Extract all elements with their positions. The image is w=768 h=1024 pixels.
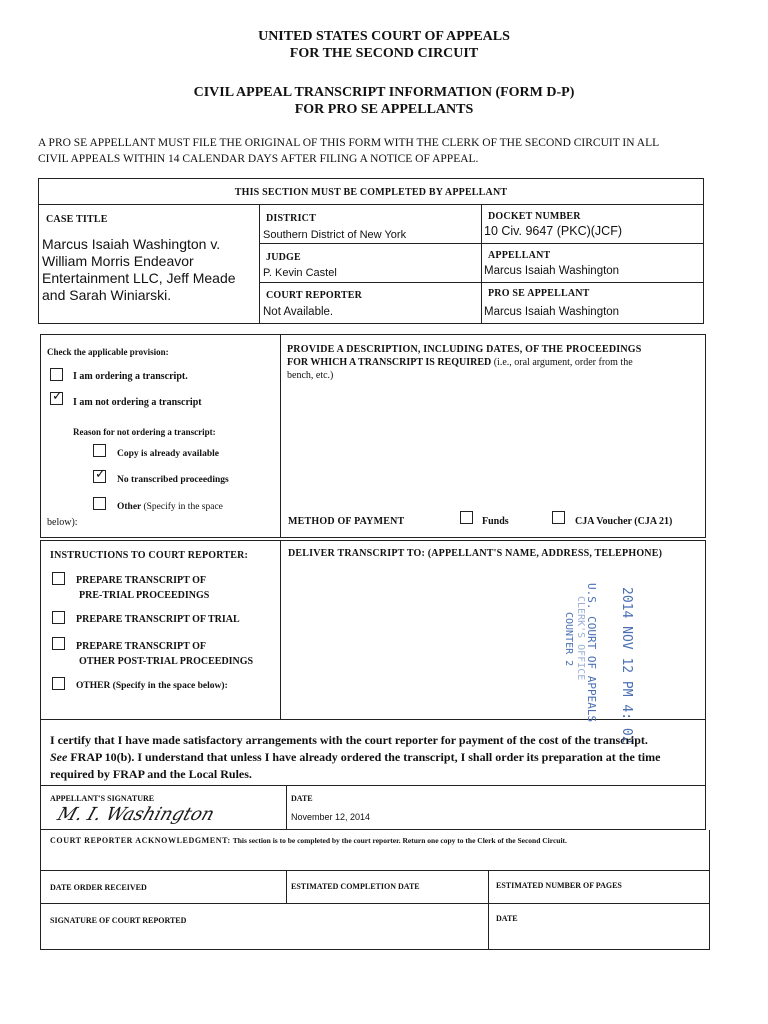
ack-label: COURT REPORTER ACKNOWLEDGMENT: (50, 836, 231, 845)
form-title: CIVIL APPEAL TRANSCRIPT INFORMATION (FORM D-P) (193, 85, 575, 100)
signature-scrawl[interactable]: M. I. Washington (54, 804, 218, 825)
instructions-label: INSTRUCTIONS TO COURT REPORTER: (50, 550, 249, 561)
intro-line-2: CIVIL APPEALS WITHIN 14 CALENDAR DAYS AFTER FILING A NOTICE OF APPEAL. (38, 153, 479, 165)
docket-label: DOCKET NUMBER (488, 211, 581, 222)
received-stamp-court: U.S. COURT OF APPEALS (585, 583, 598, 723)
description-label-2: FOR WHICH A TRANSCRIPT IS REQUIRED (287, 357, 492, 368)
ack-note: This section is to be completed by the court reporter. Return one copy to the Clerk of the Second Circuit. (232, 836, 567, 845)
funds-label: Funds (482, 516, 509, 527)
ack-date-label: DATE (496, 914, 518, 923)
deliver-label: DELIVER TRANSCRIPT TO: (APPELLANT'S NAME, ADDRESS, TELEPHONE) (288, 548, 663, 559)
cja-label: CJA Voucher (CJA 21) (575, 516, 673, 527)
below-text: below): (47, 517, 78, 528)
case-title-label: CASE TITLE (46, 214, 108, 225)
payment-label: METHOD OF PAYMENT (288, 516, 405, 527)
district-label: DISTRICT (266, 213, 316, 224)
section-title: THIS SECTION MUST BE COMPLETED BY APPELLANT (234, 187, 508, 198)
copy-available-checkbox[interactable] (93, 444, 106, 457)
description-note-2: bench, etc.) (287, 370, 334, 381)
intro-line-1: A PRO SE APPELLANT MUST FILE THE ORIGINAL OF THIS FORM WITH THE CLERK OF THE SECOND CIRCUIT IN ALL (38, 137, 660, 149)
other-instructions-label: OTHER (Specify in the space below): (76, 681, 228, 691)
ordering-checkbox[interactable] (50, 368, 63, 381)
est-pages-label: ESTIMATED NUMBER OF PAGES (496, 881, 622, 890)
other-reason-checkbox[interactable] (93, 497, 106, 510)
date-value[interactable]: November 12, 2014 (291, 812, 371, 822)
district-value[interactable]: Southern District of New York (263, 229, 407, 241)
no-proceedings-checkbox[interactable] (93, 467, 106, 483)
form-subtitle: FOR PRO SE APPELLANTS (294, 102, 474, 117)
see-text: See (50, 750, 68, 764)
appellant-label: APPELLANT (488, 250, 551, 261)
description-area[interactable] (290, 395, 690, 500)
posttrial-label-1: PREPARE TRANSCRIPT OF (76, 641, 207, 652)
received-stamp-date: 2014 NOV 12 PM 4: 02 (619, 587, 634, 744)
other-instructions-checkbox[interactable] (52, 677, 65, 690)
docket-value[interactable]: 10 Civ. 9647 (PKC)(JCF) (484, 224, 622, 238)
received-stamp-counter: COUNTER 2 (563, 612, 574, 667)
signature-reported-label: SIGNATURE OF COURT REPORTED (50, 916, 187, 925)
check-provision-label: Check the applicable provision: (47, 347, 169, 357)
case-title-value[interactable]: Marcus Isaiah Washington v. William Morris Endeavor Entertainment LLC, Jeff Meade and Sarah Winiarski. (42, 236, 236, 303)
signature-label: APPELLANT'S SIGNATURE (50, 794, 155, 803)
court-title: UNITED STATES COURT OF APPEALS (258, 29, 510, 44)
posttrial-checkbox[interactable] (52, 637, 65, 650)
cja-checkbox[interactable] (552, 511, 565, 524)
certification-line-1: I certify that I have made satisfactory arrangements with the court reporter for payment of the cost of the transcript. (50, 733, 648, 747)
other-reason-note: (Specify in the space (143, 502, 223, 512)
certification-line-2: FRAP 10(b). I understand that unless I have already ordered the transcript, I shall order its preparation at the time (70, 750, 661, 764)
pro-se-label: PRO SE APPELLANT (488, 288, 590, 299)
court-reporter-label: COURT REPORTER (266, 290, 363, 301)
not-ordering-check-mark: ✓ (52, 389, 63, 404)
court-reporter-value[interactable]: Not Available. (263, 306, 334, 318)
other-reason-label: Other (117, 502, 142, 512)
received-stamp-office: CLERK'S OFFICE (575, 596, 586, 681)
date-label: DATE (291, 794, 313, 803)
reason-label: Reason for not ordering a transcript: (73, 427, 216, 437)
trial-checkbox[interactable] (52, 611, 65, 624)
description-note-1: (i.e., oral argument, order from the (493, 357, 633, 368)
judge-value[interactable]: P. Kevin Castel (263, 267, 337, 279)
copy-available-label: Copy is already available (117, 449, 219, 459)
no-proceedings-check-mark: ✓ (95, 467, 106, 482)
est-completion-label: ESTIMATED COMPLETION DATE (291, 882, 420, 891)
deliver-area[interactable] (290, 568, 550, 708)
funds-checkbox[interactable] (460, 511, 473, 524)
pretrial-checkbox[interactable] (52, 572, 65, 585)
posttrial-label-2: OTHER POST-TRIAL PROCEEDINGS (79, 656, 254, 667)
court-subtitle: FOR THE SECOND CIRCUIT (289, 46, 479, 61)
not-ordering-label: I am not ordering a transcript (73, 397, 202, 408)
date-received-label: DATE ORDER RECEIVED (50, 883, 147, 892)
ordering-label: I am ordering a transcript. (73, 371, 188, 382)
not-ordering-checkbox[interactable] (50, 389, 63, 405)
appellant-value[interactable]: Marcus Isaiah Washington (484, 265, 620, 277)
pretrial-label-2: PRE-TRIAL PROCEEDINGS (79, 590, 210, 601)
certification-line-3: required by FRAP and the Local Rules. (50, 767, 252, 781)
trial-label: PREPARE TRANSCRIPT OF TRIAL (76, 614, 240, 625)
pro-se-value[interactable]: Marcus Isaiah Washington (484, 306, 620, 318)
description-label-1: PROVIDE A DESCRIPTION, INCLUDING DATES, OF THE PROCEEDINGS (287, 344, 642, 355)
judge-label: JUDGE (266, 252, 301, 263)
no-proceedings-label: No transcribed proceedings (117, 475, 229, 485)
pretrial-label-1: PREPARE TRANSCRIPT OF (76, 575, 207, 586)
